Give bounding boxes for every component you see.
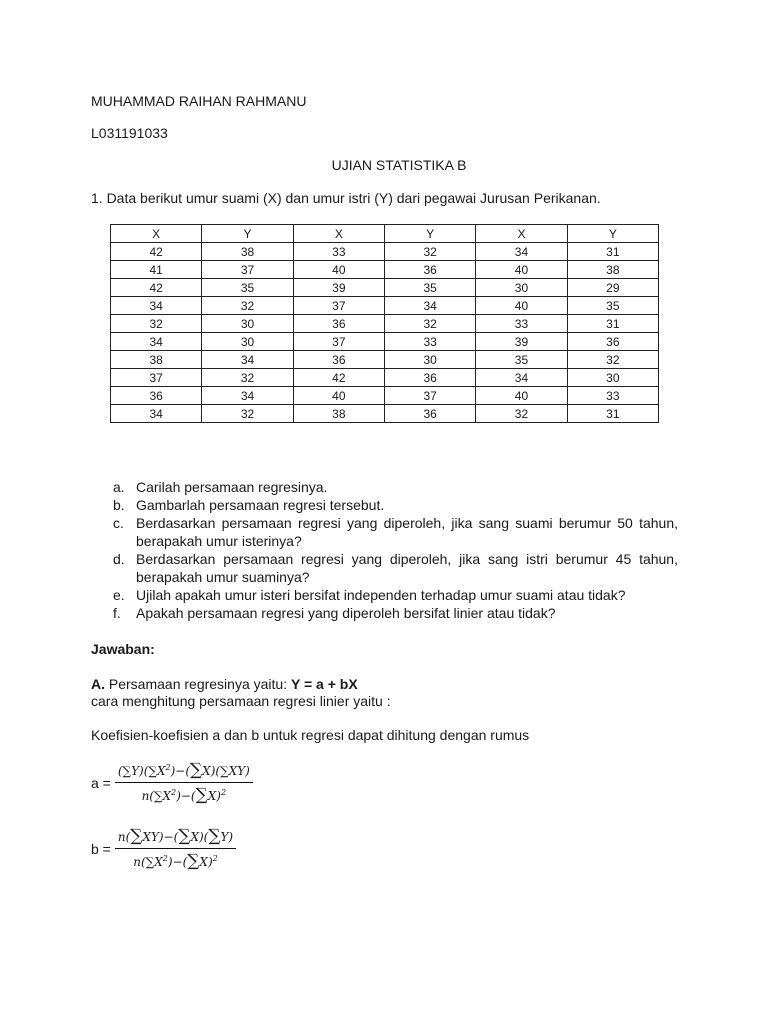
- data-table: [110, 224, 659, 423]
- table-row: [111, 261, 659, 279]
- table-row: [111, 315, 659, 333]
- table-header-cell: X: [111, 225, 202, 243]
- table-cell: 35: [384, 279, 475, 297]
- table-row: [111, 333, 659, 351]
- coefficient-text: Koefisien-koefisien a dan b untuk regresi dapat dihitung dengan rumus: [91, 727, 530, 743]
- table-cell: 32: [202, 405, 293, 423]
- table-cell: 29: [567, 279, 658, 297]
- table-cell: 41: [111, 261, 202, 279]
- table-cell: 37: [293, 333, 384, 351]
- sub-question-marker: c.: [113, 515, 124, 531]
- sub-question-text: Carilah persamaan regresinya.: [136, 479, 328, 495]
- table-cell: 42: [111, 243, 202, 261]
- formula-a-label: a =: [91, 774, 111, 791]
- formula-b-fraction: $\frac{n(\sum XY)-(\sum X)(\sum Y)}{n(\sum X^2)-(\sum X)^2}$: [115, 826, 236, 871]
- table-cell: 36: [384, 405, 475, 423]
- table-cell: 33: [293, 243, 384, 261]
- sub-question-marker: a.: [113, 479, 125, 495]
- table-cell: 39: [293, 279, 384, 297]
- student-name: MUHAMMAD RAIHAN RAHMANU: [91, 93, 307, 109]
- table-cell: 38: [111, 351, 202, 369]
- table-cell: 34: [384, 297, 475, 315]
- formula-b-label: b =: [91, 840, 111, 857]
- table-cell: 38: [293, 405, 384, 423]
- sub-question-marker: f.: [113, 605, 121, 621]
- table-cell: 36: [293, 351, 384, 369]
- table-cell: 31: [567, 243, 658, 261]
- table-cell: 37: [293, 297, 384, 315]
- table-cell: 36: [293, 315, 384, 333]
- table-row: [111, 387, 659, 405]
- table-header-cell: Y: [202, 225, 293, 243]
- exam-title: UJIAN STATISTIKA B: [331, 157, 467, 173]
- table-cell: 32: [384, 243, 475, 261]
- table-cell: 36: [384, 261, 475, 279]
- table-cell: 35: [476, 351, 567, 369]
- table-cell: 35: [567, 297, 658, 315]
- sub-question-item: [113, 550, 678, 586]
- sub-question-text: Berdasarkan persamaan regresi yang diperoleh, jika sang suami berumur 50 tahun, berapakah umur isterinya?: [136, 515, 678, 549]
- table-cell: 39: [476, 333, 567, 351]
- table-cell: 32: [567, 351, 658, 369]
- table-cell: 33: [567, 387, 658, 405]
- table-cell: 34: [202, 351, 293, 369]
- table-cell: 36: [111, 387, 202, 405]
- table-cell: 40: [476, 261, 567, 279]
- answer-a-text: Persamaan regresinya yaitu:: [105, 676, 291, 692]
- sub-question-text: Gambarlah persamaan regresi tersebut.: [136, 497, 385, 513]
- sub-question-item: [113, 514, 678, 550]
- table-cell: 42: [111, 279, 202, 297]
- table-cell: 37: [111, 369, 202, 387]
- table-cell: 36: [567, 333, 658, 351]
- table-cell: 34: [202, 387, 293, 405]
- sub-question-item: [113, 478, 678, 496]
- table-cell: 34: [476, 369, 567, 387]
- table-cell: 36: [384, 369, 475, 387]
- table-cell: 31: [567, 315, 658, 333]
- sub-question-item: [113, 604, 678, 622]
- table-cell: 38: [567, 261, 658, 279]
- table-cell: 40: [293, 387, 384, 405]
- table-cell: 30: [202, 315, 293, 333]
- table-cell: 38: [202, 243, 293, 261]
- table-cell: 30: [476, 279, 567, 297]
- table-cell: 40: [293, 261, 384, 279]
- table-cell: 30: [567, 369, 658, 387]
- table-row: [111, 369, 659, 387]
- student-id: L031191033: [91, 125, 168, 141]
- formula-a: [91, 760, 253, 805]
- table-header-cell: Y: [384, 225, 475, 243]
- table-cell: 37: [384, 387, 475, 405]
- sub-question-text: Ujilah apakah umur isteri bersifat independen terhadap umur suami atau tidak?: [136, 587, 626, 603]
- sub-question-list: [113, 478, 678, 622]
- sub-question-marker: e.: [113, 587, 125, 603]
- table-cell: 34: [111, 333, 202, 351]
- table-header-row: [111, 225, 659, 243]
- table-cell: 40: [476, 297, 567, 315]
- answer-a: [91, 676, 358, 692]
- answer-a-label: A.: [91, 676, 105, 692]
- sub-question-text: Apakah persamaan regresi yang diperoleh bersifat linier atau tidak?: [136, 605, 556, 621]
- sub-question-item: [113, 586, 678, 604]
- sub-question-marker: b.: [113, 497, 125, 513]
- table-cell: 33: [476, 315, 567, 333]
- table-row: [111, 297, 659, 315]
- sub-question-marker: d.: [113, 551, 125, 567]
- table-row: [111, 243, 659, 261]
- regression-equation: Y = a + bX: [290, 676, 358, 692]
- table-row: [111, 405, 659, 423]
- formula-b: [91, 826, 236, 871]
- table-cell: 30: [202, 333, 293, 351]
- table-cell: 34: [476, 243, 567, 261]
- table-cell: 34: [111, 405, 202, 423]
- answer-heading: Jawaban:: [91, 641, 155, 657]
- table-cell: 32: [384, 315, 475, 333]
- table-cell: 33: [384, 333, 475, 351]
- sub-question-item: [113, 496, 678, 514]
- table-cell: 40: [476, 387, 567, 405]
- table-cell: 31: [567, 405, 658, 423]
- table-cell: 32: [202, 369, 293, 387]
- table-cell: 32: [111, 315, 202, 333]
- formula-a-fraction: $\frac{(\sum Y)(\sum X^2)-(\sum X)(\sum XY)}{n(\sum X^2)-(\sum X)^2}$: [115, 760, 253, 805]
- table-row: [111, 351, 659, 369]
- table-cell: 30: [384, 351, 475, 369]
- table-header-cell: X: [476, 225, 567, 243]
- table-cell: 34: [111, 297, 202, 315]
- table-cell: 35: [202, 279, 293, 297]
- table-cell: 32: [202, 297, 293, 315]
- table-cell: 32: [476, 405, 567, 423]
- table-header-cell: Y: [567, 225, 658, 243]
- answer-a-method: cara menghitung persamaan regresi linier yaitu :: [91, 693, 391, 709]
- table-row: [111, 279, 659, 297]
- sub-question-text: Berdasarkan persamaan regresi yang diperoleh, jika sang istri berumur 45 tahun, berapakah umur suaminya?: [136, 551, 678, 585]
- question-1-intro: 1. Data berikut umur suami (X) dan umur istri (Y) dari pegawai Jurusan Perikanan.: [91, 190, 601, 206]
- table-cell: 42: [293, 369, 384, 387]
- table-header-cell: X: [293, 225, 384, 243]
- table-cell: 37: [202, 261, 293, 279]
